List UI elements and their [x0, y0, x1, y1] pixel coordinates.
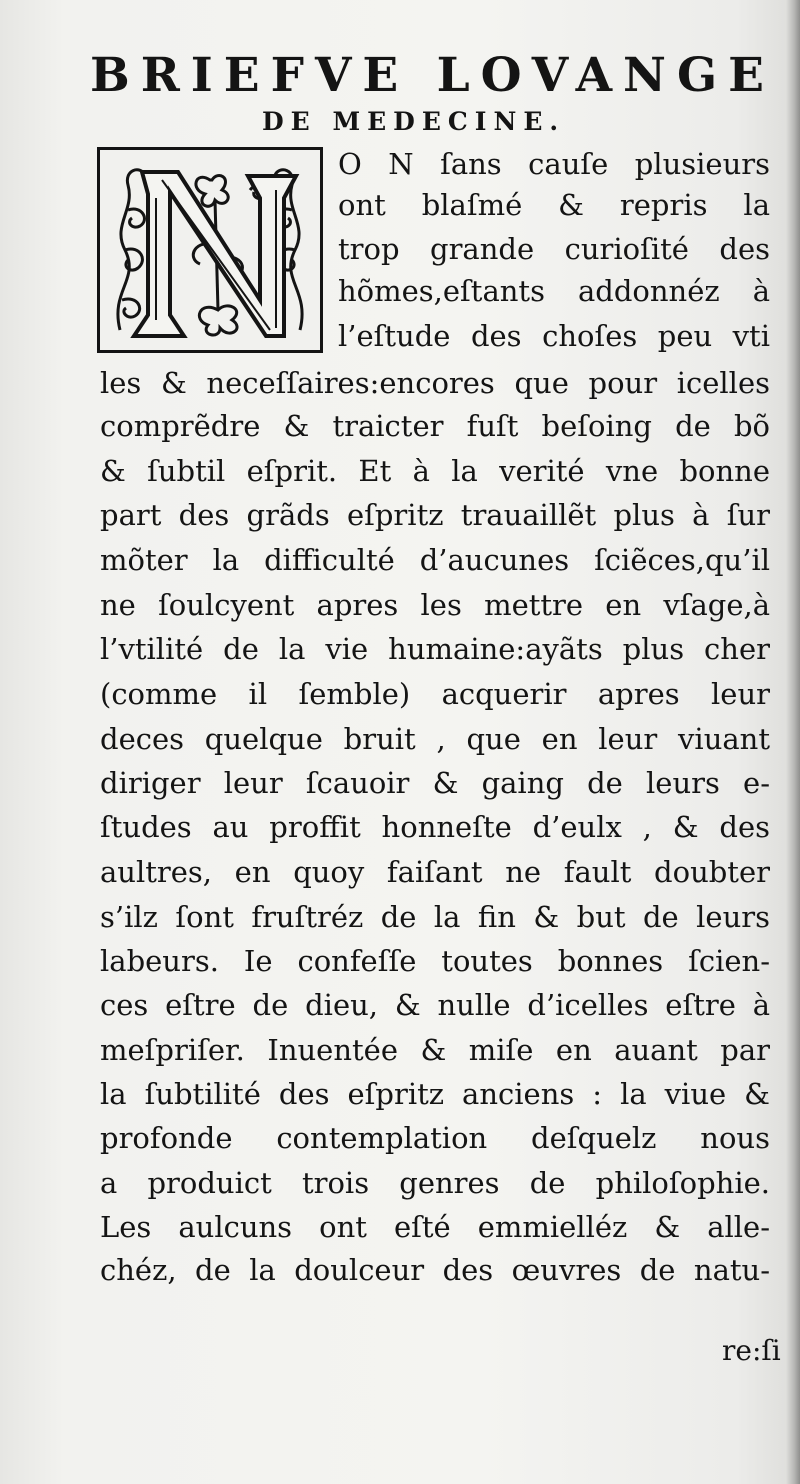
text-line: deces quelque bruit , que en leur viuant: [100, 722, 770, 756]
text-line: les & neceſſaires:encores que pour icelles: [100, 366, 770, 400]
text-line: labeurs. Ie confeſſe toutes bonnes ſcien-: [100, 944, 770, 978]
text-line: hõmes,eſtants addonnéz à: [338, 274, 770, 308]
page-title: BRIEFVE LOVANGE: [90, 48, 775, 103]
text-line: meſpriſer. Inuentée & miſe en auant par: [100, 1033, 770, 1067]
page-subtitle: DE MEDECINE.: [262, 107, 566, 136]
text-line: l’vtilité de la vie humaine:ayãts plus cher: [100, 632, 770, 666]
text-line: diriger leur ſcauoir & gaing de leurs e-: [100, 766, 770, 800]
text-line: ces eſtre de dieu, & nulle d’icelles eſtre à: [100, 988, 770, 1022]
text-line: ont blaſmé & repris la: [338, 188, 770, 222]
text-line: l’eſtude des choſes peu vti: [338, 319, 770, 353]
floral-ornament-icon: [100, 150, 320, 350]
text-line: s’ilz ſont fruſtréz de la fin & but de leurs: [100, 900, 770, 934]
text-line: part des grãds eſpritz trauaillẽt plus à ſur: [100, 498, 770, 532]
text-line: & ſubtil eſprit. Et à la verité vne bonne: [100, 454, 770, 488]
text-line: trop grande curioſité des: [338, 232, 770, 266]
text-line: Les aulcuns ont eſté emmielléz & alle-: [100, 1210, 770, 1244]
text-line: mõter la difficulté d’aucunes ſciẽces,qu’il: [100, 543, 770, 577]
text-line: comprẽdre & traicter fuſt beſoing de bõ: [100, 409, 770, 443]
text-line: aultres, en quoy faiſant ne fault doubter: [100, 855, 770, 889]
text-line: (comme il ſemble) acquerir apres leur: [100, 677, 770, 711]
text-line: la ſubtilité des eſpritz anciens : la viue &: [100, 1077, 770, 1111]
text-line: ſtudes au proffit honneſte d’eulx , & des: [100, 810, 770, 844]
text-line: profonde contemplation deſquelz nous: [100, 1121, 770, 1155]
page-gutter-shadow: [786, 0, 800, 1484]
text-line: chéz, de la doulceur des œuvres de natu-: [100, 1253, 770, 1287]
text-line: a produict trois genres de philoſophie.: [100, 1166, 770, 1200]
text-line: O N ſans cauſe plusieurs: [338, 147, 770, 181]
catchword: re:ſi: [722, 1334, 781, 1367]
decorated-initial-N-icon: [97, 147, 323, 353]
text-line: ne ſoulcyent apres les mettre en vſage,à: [100, 588, 770, 622]
